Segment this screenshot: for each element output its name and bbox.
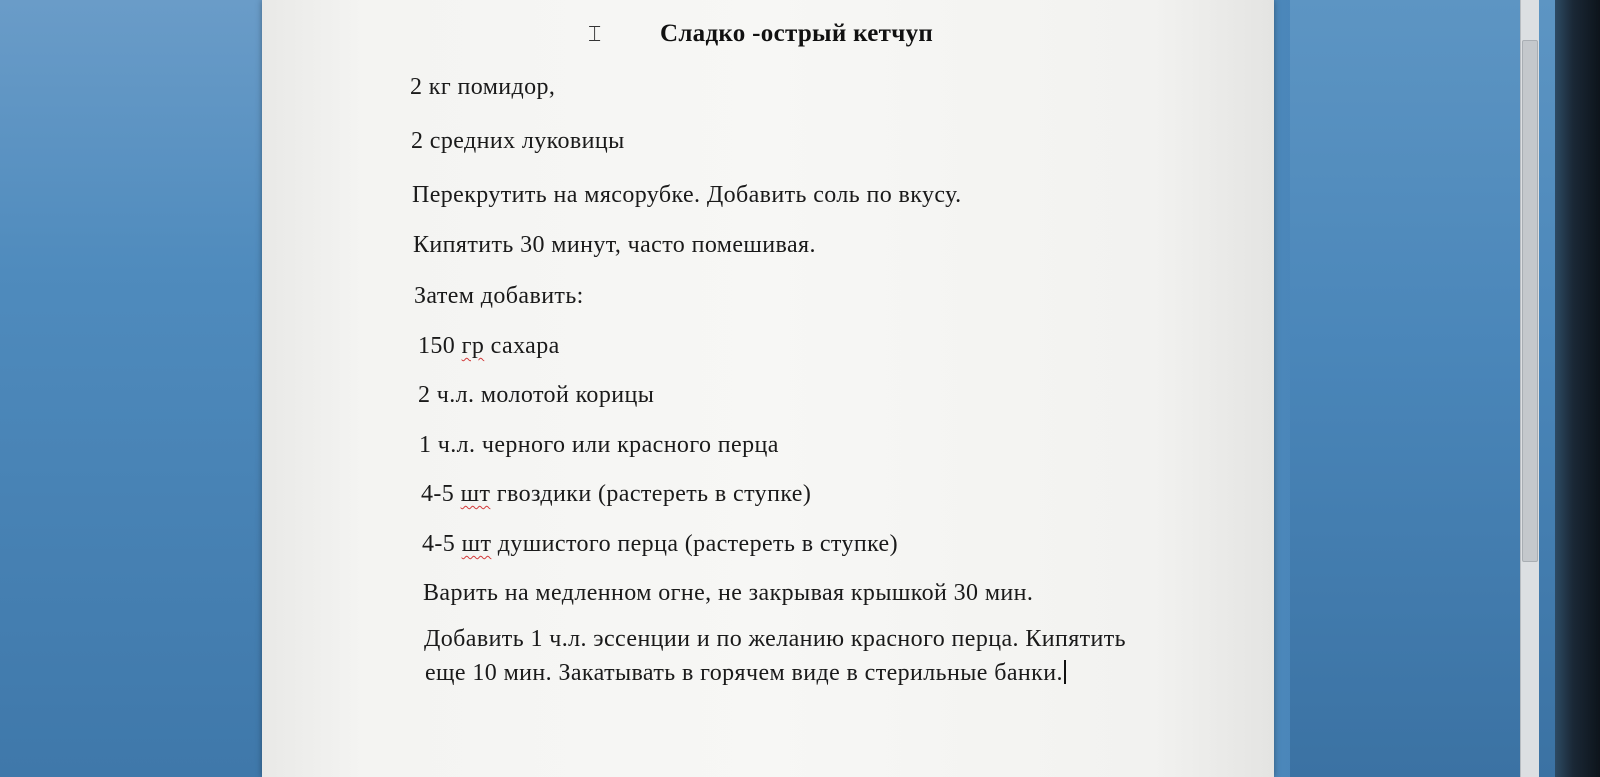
line-text: 4-5	[421, 481, 461, 507]
line-text: 4-5	[422, 531, 462, 557]
document-title: Сладко -острый кетчуп	[660, 20, 934, 47]
spellcheck-word[interactable]: шт	[460, 481, 491, 507]
line-text: гвоздики (растереть в ступке)	[490, 481, 812, 507]
recipe-line-5: Затем добавить:	[414, 283, 584, 309]
recipe-line-10	[422, 531, 898, 558]
line-text: еще 10 мин. Закатывать в горячем виде в стерильные банки.	[425, 660, 1063, 686]
recipe-line-11: Варить на медленном огне, не закрывая крышкой 30 мин.	[423, 580, 1034, 606]
line-text: сахара	[484, 333, 560, 359]
recipe-line-6	[418, 333, 560, 360]
recipe-line-8: 1 ч.л. черного или красного перца	[419, 432, 779, 458]
recipe-line-13	[425, 660, 1066, 687]
recipe-line-4: Кипятить 30 минут, часто помешивая.	[413, 232, 816, 258]
recipe-line-1: 2 кг помидор,	[410, 74, 556, 100]
scrollbar-thumb[interactable]	[1522, 40, 1538, 562]
line-text: 150	[418, 333, 462, 359]
recipe-line-7: 2 ч.л. молотой корицы	[418, 382, 655, 408]
spellcheck-word[interactable]: шт	[461, 531, 492, 557]
text-ibeam-icon: ⌶	[588, 22, 602, 47]
line-text: душистого перца (растереть в ступке)	[491, 531, 899, 557]
recipe-line-3: Перекрутить на мясорубке. Добавить соль по вкусу.	[412, 182, 962, 208]
text-cursor-icon	[1064, 660, 1066, 684]
monitor-bezel	[1555, 0, 1600, 777]
recipe-line-12: Добавить 1 ч.л. эссенции и по желанию красного перца. Кипятить	[424, 626, 1127, 652]
recipe-line-9	[421, 481, 811, 508]
desktop-background-right	[1290, 0, 1600, 777]
spellcheck-word[interactable]: гр	[461, 333, 485, 359]
desktop-background-left	[0, 0, 300, 777]
recipe-line-2: 2 средних луковицы	[411, 128, 625, 154]
